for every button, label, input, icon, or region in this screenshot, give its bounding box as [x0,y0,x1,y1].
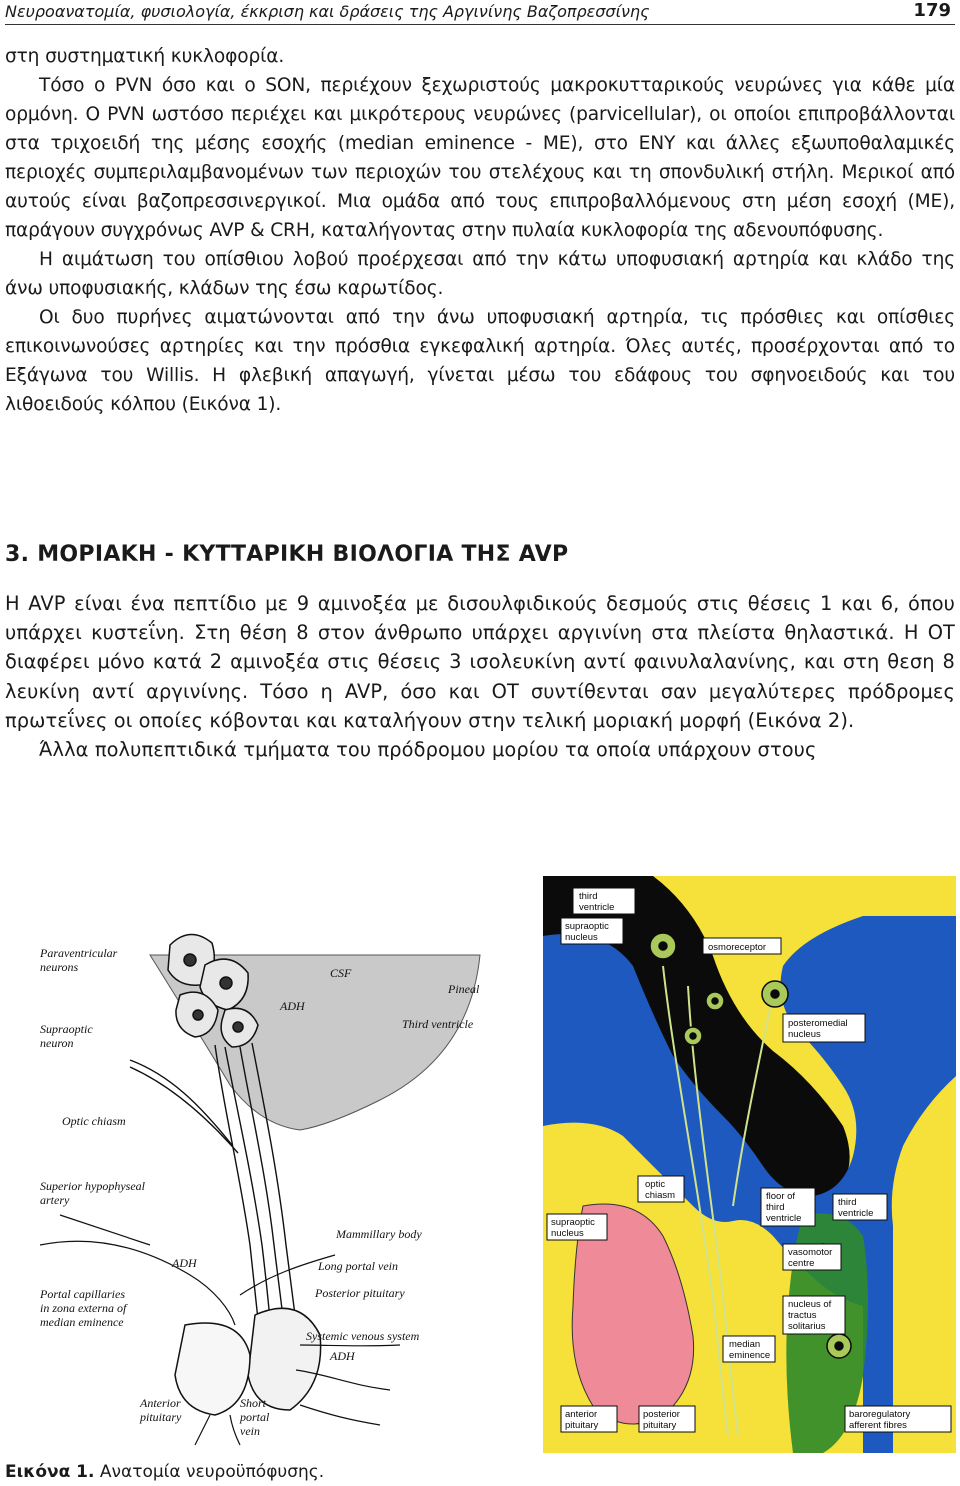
header-rule [5,24,955,25]
label-third-ventricle-top: third ventricle [579,891,615,913]
label-supraoptic-top: supraoptic nucleus [565,921,609,943]
label-paraventricular: Paraventricular neurons [40,946,118,974]
neurohypophysis-color-diagram [543,876,956,1453]
figure-caption [5,1462,324,1482]
label-adh-top: ADH [280,999,305,1013]
label-optic-chiasm: Optic chiasm [62,1114,126,1128]
label-mammillary-body: Mammillary body [336,1227,422,1241]
label-systemic-venous-system: Systemic venous system [306,1329,420,1343]
label-posterior-pituitary: Posterior pituitary [315,1286,405,1300]
label-supraoptic: Supraoptic neuron [40,1022,93,1050]
page-number: 179 [913,0,951,21]
section-heading: 3. ΜΟΡΙΑΚΗ - ΚΥΤΤΑΡΙΚΗ ΒΙΟΛΟΓΙΑ ΤΗΣ AVP [5,542,569,567]
caption-text: Ανατομία νευροϋπόφυσης. [99,1462,325,1482]
label-vasomotor-centre: vasomotor centre [788,1247,833,1269]
paragraph: Η AVP είναι ένα πεπτίδιο με 9 αμινοξέα με δισουλφιδικούς δεσμούς στις θέσεις 1 και 6, όπου υπάρχει κυστεΐνη. Στη θέση 8 στον άνθρωπο υπάρχει αργινίνη στα πλείστα θηλαστικά. Η OT διαφέρει μόνο κατά 2 αμινοξέα στις θέσεις 3 ισολευκίνη αντί φαινυλαλανίνης, και στη θεση 8 λευκίνη αντί αργινίνης. Τόσο η AVP, όσο και OT συντίθενται σαν μεγαλύτερες πρόδρομες πρωτεΐνες οι οποίες κόβονται και καταλήγουν στην τελική μοριακή μορφή (Εικόνα 2). [5,592,955,732]
label-superior-hypophyseal-artery: Superior hypophyseal artery [40,1179,145,1207]
label-third-ventricle: Third ventricle [402,1017,474,1031]
page-header [5,0,955,22]
label-short-portal-vein: Short portal vein [240,1396,270,1438]
label-long-portal-vein: Long portal vein [318,1259,398,1273]
label-anterior-pituitary: Anterior pituitary [140,1396,182,1424]
body-text-section-2 [5,589,955,764]
label-third-ventricle-bottom: third ventricle [838,1197,874,1219]
label-csf: CSF [330,966,352,980]
label-adh-mid: ADH [172,1256,197,1270]
paragraph: Τόσο ο PVN όσο και ο SON, περιέχουν ξεχωριστούς μακροκυτταρικούς νευρώνες για κάθε μία ορμόνη. Ο PVN ωστόσο περιέχει και μικρότερους νευρώνες (parvicellular), οι οποίοι επιπροβάλλονται στα τριχοειδή της μέσης εσοχής (median eminence - ME), στο ENY και άλλες εξωυποθαλαμικές περιοχές συμπεριλαμβανομένων των περιοχών του στελέχους και τη σπονδυλική στήλη. Μερικοί από αυτούς είναι βαζοπρεσσινεργικοί. Μια ομάδα από τους επιπροβαλλόμενους στη μέση εσοχή (ME), παράγουν συγχρόνως AVP & CRH, καταλήγοντας στην πυλαία κυκλοφορία της αδενουπόφυσης. [5,75,955,241]
paragraph: Η αιμάτωση του οπίσθιου λοβού προέρχεσαι από την κάτω υποφυσιακή αρτηρία και κλάδο της άνω υποφυσιακής, κλάδων της έσω καρωτίδος. [5,249,955,299]
label-baroregulatory-fibres: baroregulatory afferent fibres [849,1409,911,1431]
neurohypophysis-line-diagram [0,915,530,1455]
posterior-pituitary-lobe [248,1308,321,1410]
running-title: Νευροανατομία, φυσιολογία, έκκριση και δράσεις της Αργινίνης Βαζοπρεσσίνης [5,2,650,21]
label-optic-chiasm: optic chiasm [645,1179,676,1201]
paragraph: Οι δυο πυρήνες αιματώνονται από την άνω υποφυσιακή αρτηρία, τις πρόσθιες και οπίσθιες επικοινωνούσες αρτηρίες και την πρόσθια εγκεφαλική αρτηρία. Όλες αυτές, προσέρχονται από το Εξάγωνα του Willis. Η φλεβική απαγωγή, γίνεται μέσω του εδάφους του σφηνοειδούς και του λιθοειδούς κόλπου (Εικόνα 1). [5,307,955,415]
label-portal-capillaries: Portal capillaries in zona externa of median eminence [40,1287,127,1329]
label-osmoreceptor: osmoreceptor [708,942,767,953]
label-pineal: Pineal [448,982,480,996]
label-nucleus-tractus-solitarius: nucleus of tractus solitarius [788,1299,832,1332]
caption-label: Εικόνα 1. [5,1462,95,1482]
label-posterior-pituitary: posterior pituitary [643,1409,680,1431]
paragraph: Άλλα πολυπεπτιδικά τμήματα του πρόδρομου μορίου τα οποία υπάρχουν στους [39,738,817,762]
label-posteromedial: posteromedial nucleus [788,1018,848,1040]
paragraph: στη συστηματική κυκλοφορία. [5,46,285,67]
label-anterior-pituitary: anterior pituitary [565,1409,599,1431]
anterior-pituitary-lobe [175,1323,250,1415]
label-supraoptic-bottom: supraoptic nucleus [551,1217,595,1239]
label-median-eminence: median eminence [729,1339,771,1361]
body-text-section-1 [5,42,955,419]
label-floor-third-ventricle: floor of third ventricle [766,1191,802,1224]
label-adh-bottom: ADH [330,1349,355,1363]
